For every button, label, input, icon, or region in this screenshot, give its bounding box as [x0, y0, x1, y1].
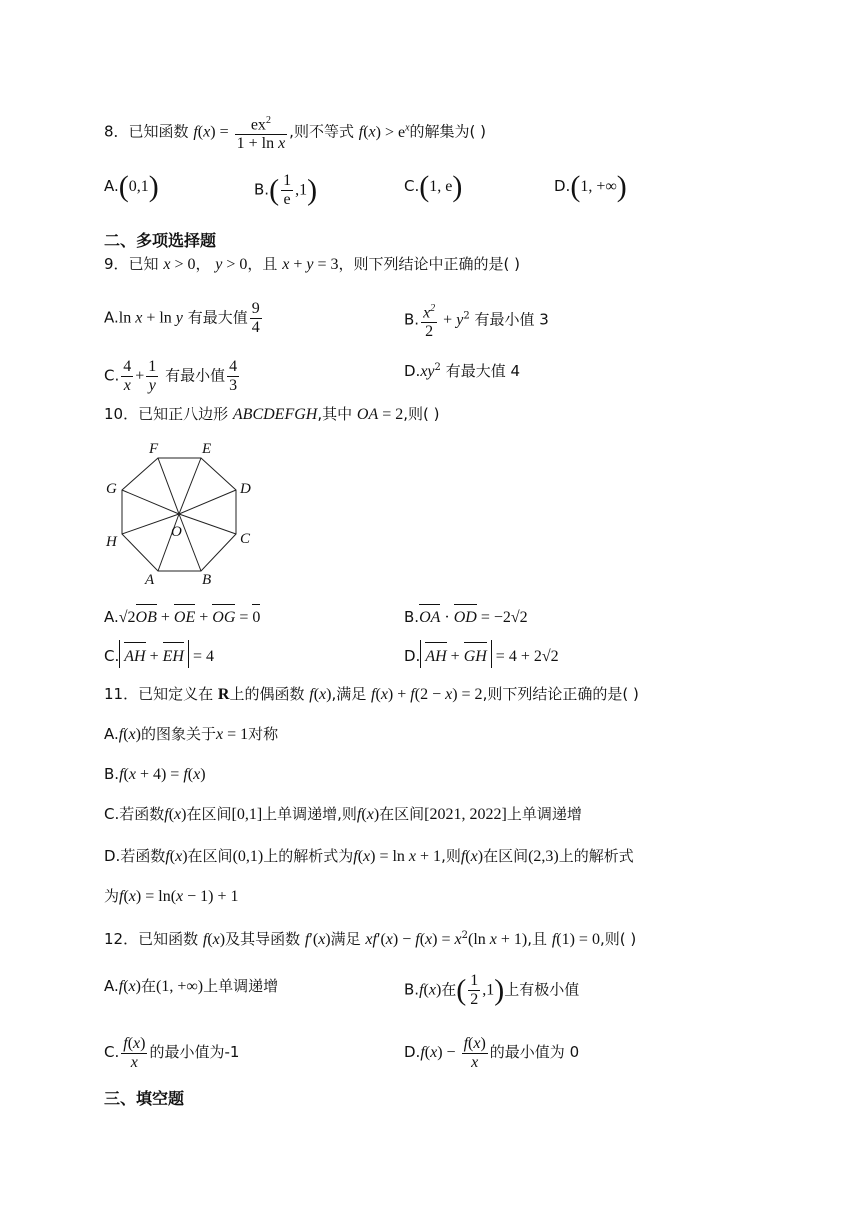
vertex-label-o: O: [171, 524, 182, 540]
option-12a: A.f(x)在(1, +∞)上单调递增: [104, 977, 279, 995]
option-8a: A.(0,1): [104, 170, 159, 203]
option-11a: A.f(x)的图象关于x = 1对称: [104, 725, 279, 743]
option-10b: B.OA · OD = −2√2: [404, 602, 528, 628]
vertex-label-b: B: [202, 572, 212, 586]
octagon-lines: [122, 458, 236, 571]
question-9-stem: 9．已知 x > 0， y > 0，且 x + y = 3，则下列结论中正确的是( ): [104, 255, 520, 273]
option-10d: D. AH + GH = 4 + 2√2: [404, 640, 559, 668]
vertex-label-a: A: [145, 572, 155, 586]
question-number: 8．: [104, 122, 129, 141]
section-heading-multi-choice: 二、多项选择题: [104, 231, 217, 250]
vertex-label-e: E: [202, 441, 212, 457]
question-8-stem: 8．已知函数 f(x) = $\frac{ex^2}{\text{1 + ln x}}$ ,则不等式 $f(x) > e^x$的解集为( ): [104, 112, 486, 153]
option-11d: D.若函数f(x)在区间(0,1)上的解析式为f(x) = ln x + 1,则f(x)在区间(2,3)上的解析式: [104, 847, 634, 865]
option-8b: B.( $\frac{1}{e}$ ,1): [254, 172, 318, 208]
option-10a: A.√2OB + OE + OG = 0: [104, 602, 260, 628]
option-8c: C.(1, e): [404, 170, 463, 203]
section-heading-fill-blank: 三、填空题: [104, 1089, 185, 1108]
option-12c: C. $\frac{f(x)}{x}$ 的最小值为-1: [104, 1035, 240, 1071]
vertex-label-f: F: [149, 441, 159, 457]
question-11-stem: 11．已知定义在 R上的偶函数 f(x),满足 f(x) + f(2 − x) = 2,则下列结论正确的是( ): [104, 685, 639, 703]
vertex-label-c: C: [240, 531, 251, 547]
question-12-stem: 12．已知函数 f(x)及其导函数 f′(x)满足 $xf'(x) - f(x) = x^2(\ln$ x + 1),且 f(1) = 0,则( ): [104, 930, 637, 948]
option-9c: C. $\frac{4}{x}$ + $\frac{1}{y}$ 有最小值 $\frac{4}{3}$: [104, 358, 238, 394]
option-11d-continued: 为f(x) = ln(x − 1) + 1: [104, 887, 239, 905]
vertex-label-h: H: [106, 534, 117, 550]
vertex-label-d: D: [240, 481, 251, 497]
option-11c: C.若函数f(x)在区间[0,1]上单调递增,则f(x)在区间[2021, 2022]上单调递增: [104, 805, 582, 823]
vertex-label-g: G: [106, 481, 117, 497]
option-9b: B. $\frac{x^2}{2}$ + $y^2$ 有最小值 3: [404, 300, 549, 341]
option-11b: B.f(x + 4) = f(x): [104, 765, 206, 783]
option-12d: D.f(x) − $\frac{f(x)}{x}$ 的最小值为 0: [404, 1035, 580, 1071]
option-12b: B.f(x)在( $\frac{1}{2}$ ,1)上有极小值: [404, 972, 580, 1008]
octagon-figure: [100, 436, 260, 586]
option-9d: $D.xy^2$ 有最大值 4: [404, 362, 520, 380]
option-8d: D.(1, +∞): [554, 170, 627, 203]
option-10c: C. AH + EH = 4: [104, 640, 214, 668]
fraction: $\frac{ex^2}{\text{1 + ln x}}$: [235, 112, 288, 153]
question-10-stem: 10．已知正八边形 ABCDEFGH,其中 OA = 2,则( ): [104, 405, 440, 423]
option-9a: A.ln x + ln y 有最大值 $\frac{9}{4}$: [104, 300, 260, 336]
